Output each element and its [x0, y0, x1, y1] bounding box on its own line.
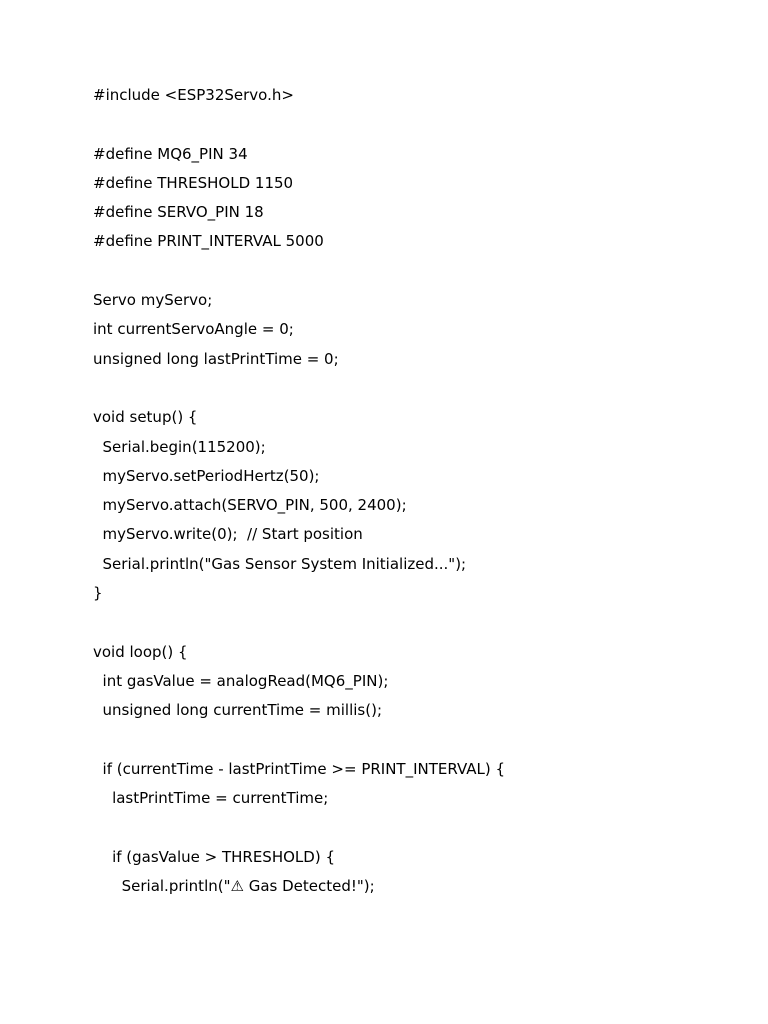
- code-line: Serial.println("⚠ Gas Detected!");: [93, 877, 375, 896]
- code-line: [93, 374, 733, 403]
- code-line: int currentServoAngle = 0;: [93, 320, 294, 339]
- code-line: [93, 608, 733, 637]
- code-line: myServo.attach(SERVO_PIN, 500, 2400);: [93, 496, 407, 515]
- code-document: [93, 81, 733, 901]
- code-line: myServo.write(0); // Start position: [93, 525, 363, 544]
- code-line: myServo.setPeriodHertz(50);: [93, 466, 320, 485]
- code-line: #define THRESHOLD 1150: [93, 173, 294, 192]
- code-line: [93, 257, 733, 286]
- code-line: #define SERVO_PIN 18: [93, 203, 264, 222]
- code-line: Servo myServo;: [93, 291, 213, 310]
- code-line: [93, 813, 733, 842]
- code-line: unsigned long lastPrintTime = 0;: [93, 349, 339, 368]
- code-line: #include <ESP32Servo.h>: [93, 86, 294, 104]
- code-line: [93, 726, 733, 755]
- code-line: int gasValue = analogRead(MQ6_PIN);: [93, 671, 389, 690]
- code-line: [93, 110, 733, 139]
- code-line: #define PRINT_INTERVAL 5000: [93, 232, 324, 251]
- code-line: }: [93, 584, 103, 603]
- code-line: #define MQ6_PIN 34: [93, 144, 248, 163]
- code-line: if (gasValue > THRESHOLD) {: [93, 847, 335, 866]
- code-line: if (currentTime - lastPrintTime >= PRINT_INTERVAL) {: [93, 759, 506, 778]
- code-line: Serial.begin(115200);: [93, 437, 266, 456]
- code-line: Serial.println("Gas Sensor System Initialized...");: [93, 554, 467, 573]
- code-line: void setup() {: [93, 408, 198, 427]
- code-line: lastPrintTime = currentTime;: [93, 789, 329, 808]
- code-line: void loop() {: [93, 642, 188, 661]
- code-line: unsigned long currentTime = millis();: [93, 701, 382, 720]
